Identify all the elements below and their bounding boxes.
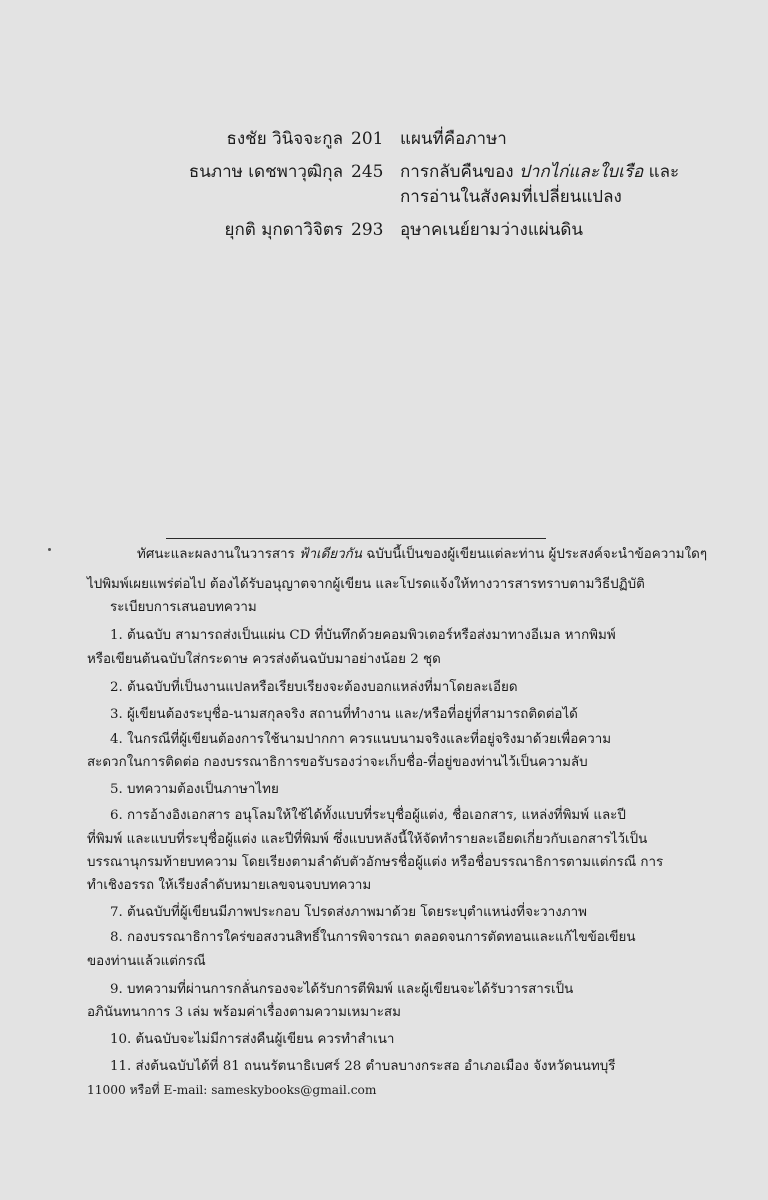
guideline-item-5: 5. บทความต้องเป็นภาษาไทย	[110, 782, 279, 797]
toc-author: ยุกติ มุกดาวิจิตร	[224, 220, 343, 240]
guideline-item-8: 8. กองบรรณาธิการใคร่ขอสงวนสิทธิ์ในการพิจารณา ตลอดจนการตัดทอนและแก้ไขข้อเขียน	[110, 930, 636, 945]
toc-author: ธนภาษ เดชพาวุฒิกุล	[188, 162, 343, 182]
intro-line: ไปพิมพ์เผยแพร่ต่อไป ต้องได้รับอนุญาตจากผู้เขียน และโปรดแจ้งให้ทางวารสารทราบตามวิธีปฏิบัติ	[87, 577, 645, 592]
toc-row	[0, 122, 768, 156]
guideline-item-4-cont: สะดวกในการติดต่อ กองบรรณาธิการขอรับรองว่าจะเก็บชื่อ-ที่อยู่ของท่านไว้เป็นความลับ	[87, 755, 588, 770]
guideline-item-2: 2. ต้นฉบับที่เป็นงานแปลหรือเรียบเรียงจะต้องบอกแหล่งที่มาโดยละเอียด	[110, 680, 518, 695]
guideline-item-8-cont: ของท่านแล้วแต่กรณี	[87, 954, 206, 969]
guideline-item-6-cont: ทำเชิงอรรถ ให้เรียงลำดับหมายเลขจนจบบทความ	[87, 878, 372, 893]
toc-row-continued	[0, 180, 768, 214]
toc-title: อุษาคเนย์ยามว่างแผ่นดิน	[400, 220, 584, 240]
guideline-item-11: 11. ส่งต้นฉบับได้ที่ 81 ถนนรัตนาธิเบศร์ 28 ตำบลบางกระสอ อำเภอเมือง จังหวัดนนทบุรี	[110, 1059, 616, 1074]
speck-mark	[48, 548, 51, 551]
guideline-item-3: 3. ผู้เขียนต้องระบุชื่อ-นามสกุลจริง สถานที่ทำงาน และ/หรือที่อยู่ที่สามารถติดต่อได้	[110, 707, 578, 722]
guideline-item-1: 1. ต้นฉบับ สามารถส่งเป็นแผ่น CD ที่บันทึกด้วยคอมพิวเตอร์หรือส่งมาทางอีเมล หากพิมพ์	[110, 628, 616, 643]
guideline-item-9-cont: อภินันทนาการ 3 เล่ม พร้อมค่าเรื่องตามความเหมาะสม	[87, 1005, 401, 1020]
guideline-item-10: 10. ต้นฉบับจะไม่มีการส่งคืนผู้เขียน ควรทำสำเนา	[110, 1032, 395, 1047]
toc-page-number: 201	[351, 129, 384, 149]
toc-page-number: 245	[351, 162, 384, 182]
guidelines-heading: ระเบียบการเสนอบทความ	[110, 600, 257, 615]
guideline-item-4: 4. ในกรณีที่ผู้เขียนต้องการใช้นามปากกา ควรแนบนามจริงและที่อยู่จริงมาด้วยเพื่อความ	[110, 732, 612, 747]
toc-page-number: 293	[351, 220, 384, 240]
section-divider	[166, 538, 546, 539]
guideline-item-6-cont: บรรณานุกรมท้ายบทความ โดยเรียงตามลำดับตัวอักษรชื่อผู้แต่ง หรือชื่อบรรณาธิการตามแต่กรณี การ	[87, 855, 664, 870]
guideline-item-6-cont: ที่พิมพ์ และแบบที่ระบุชื่อผู้แต่ง และปีที่พิมพ์ ซึ่งแบบหลังนี้ให้จัดทำรายละเอียดเกี่ยวกับเอกสารไว้เป็น	[87, 832, 648, 847]
guideline-item-9: 9. บทความที่ผ่านการกลั่นกรองจะได้รับการตีพิมพ์ และผู้เขียนจะได้รับวารสารเป็น	[110, 982, 574, 997]
toc-title: แผนที่คือภาษา	[400, 129, 507, 149]
intro-line: ทัศนะและผลงานในวารสาร ฟ้าเดียวกัน ฉบับนี้เป็นของผู้เขียนแต่ละท่าน ผู้ประสงค์จะนำข้อความใดๆ	[137, 547, 708, 562]
toc-author: ธงชัย วินิจจะกูล	[226, 129, 343, 149]
guideline-item-1-cont: หรือเขียนต้นฉบับใส่กระดาษ ควรส่งต้นฉบับมาอย่างน้อย 2 ชุด	[87, 652, 441, 667]
guideline-item-7: 7. ต้นฉบับที่ผู้เขียนมีภาพประกอบ โปรดส่งภาพมาด้วย โดยระบุตำแหน่งที่จะวางภาพ	[110, 905, 587, 920]
toc-row	[0, 213, 768, 247]
guideline-item-11-cont: 11000 หรือที่ E-mail: sameskybooks@gmail.com	[87, 1083, 377, 1097]
toc-title: การกลับคืนของ ปากไก่และใบเรือ และ	[400, 162, 680, 182]
toc-title-continued: การอ่านในสังคมที่เปลี่ยนแปลง	[400, 187, 622, 207]
guideline-item-6: 6. การอ้างอิงเอกสาร อนุโลมให้ใช้ได้ทั้งแบบที่ระบุชื่อผู้แต่ง, ชื่อเอกสาร, แหล่งที่พิมพ์ และปี	[110, 808, 626, 823]
